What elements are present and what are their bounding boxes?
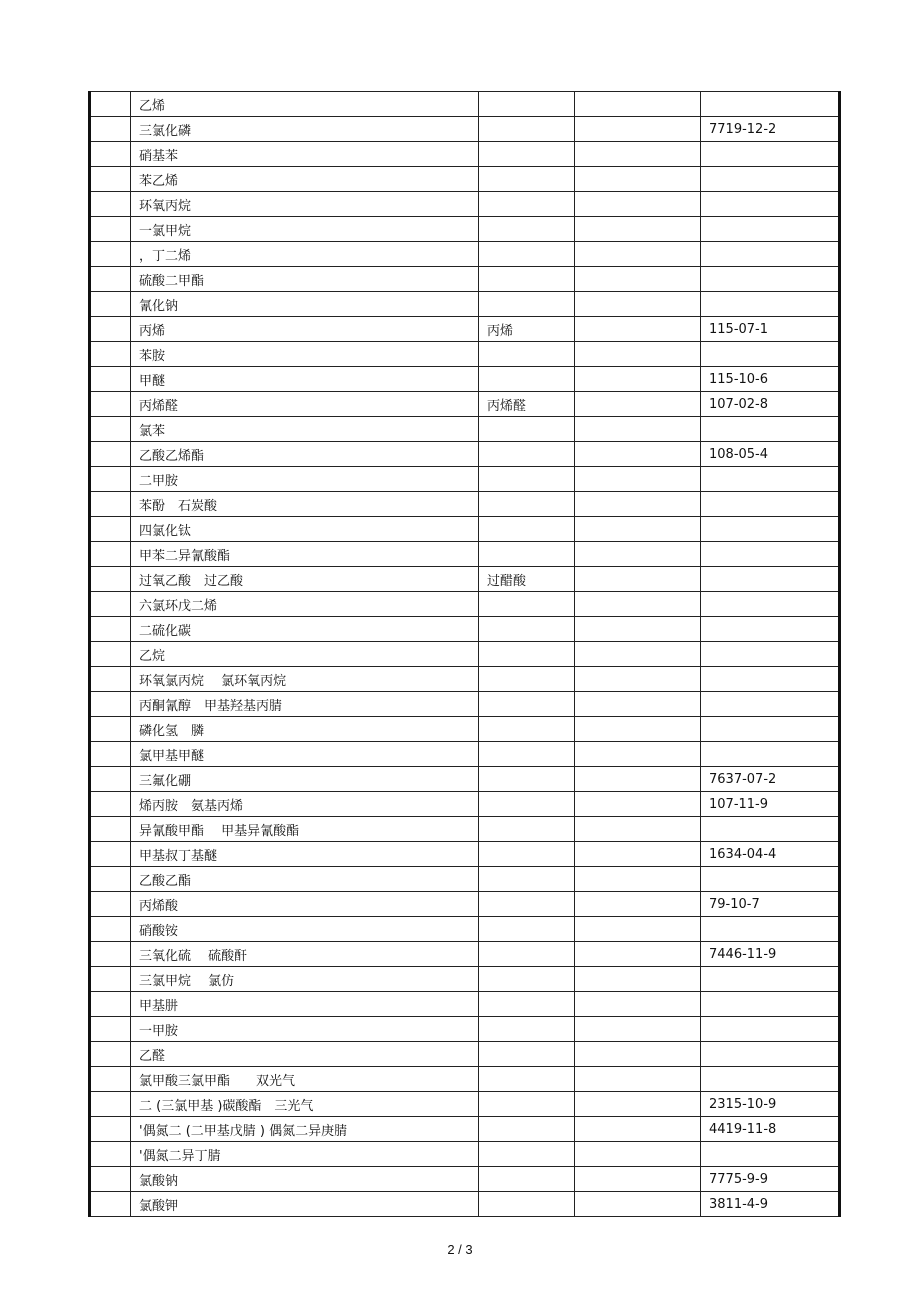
extra-cell bbox=[575, 1142, 701, 1167]
cas-number-cell: 7719-12-2 bbox=[701, 117, 840, 142]
cas-number-cell: 7775-9-9 bbox=[701, 1167, 840, 1192]
table-row bbox=[90, 467, 840, 492]
cas-number-cell bbox=[701, 717, 840, 742]
table-row bbox=[90, 117, 840, 142]
extra-cell bbox=[575, 117, 701, 142]
extra-cell bbox=[575, 617, 701, 642]
alias-cell bbox=[479, 267, 575, 292]
extra-cell bbox=[575, 992, 701, 1017]
table-row bbox=[90, 192, 840, 217]
alias-cell bbox=[479, 417, 575, 442]
extra-cell bbox=[575, 92, 701, 117]
table-row bbox=[90, 1042, 840, 1067]
alias-cell bbox=[479, 867, 575, 892]
alias-cell bbox=[479, 642, 575, 667]
cas-number-cell bbox=[701, 542, 840, 567]
extra-cell bbox=[575, 1117, 701, 1142]
chemical-name-cell: 丙酮氰醇 甲基羟基丙腈 bbox=[131, 692, 479, 717]
alias-cell bbox=[479, 467, 575, 492]
cas-number-cell bbox=[701, 592, 840, 617]
alias-cell bbox=[479, 367, 575, 392]
extra-cell bbox=[575, 1192, 701, 1217]
chemical-name-cell: 甲基肼 bbox=[131, 992, 479, 1017]
alias-cell bbox=[479, 142, 575, 167]
alias-cell bbox=[479, 942, 575, 967]
cas-number-cell bbox=[701, 667, 840, 692]
index-cell bbox=[90, 1092, 131, 1117]
chemical-name-cell: 乙烷 bbox=[131, 642, 479, 667]
table-row bbox=[90, 417, 840, 442]
index-cell bbox=[90, 692, 131, 717]
index-cell bbox=[90, 842, 131, 867]
cas-number-cell bbox=[701, 467, 840, 492]
cas-number-cell bbox=[701, 1142, 840, 1167]
cas-number-cell: 107-02-8 bbox=[701, 392, 840, 417]
cas-number-cell bbox=[701, 517, 840, 542]
index-cell bbox=[90, 492, 131, 517]
chemical-table-body bbox=[90, 92, 840, 1217]
extra-cell bbox=[575, 1067, 701, 1092]
extra-cell bbox=[575, 417, 701, 442]
cas-number-cell bbox=[701, 1017, 840, 1042]
extra-cell bbox=[575, 467, 701, 492]
extra-cell bbox=[575, 367, 701, 392]
cas-number-cell: 4419-11-8 bbox=[701, 1117, 840, 1142]
extra-cell bbox=[575, 642, 701, 667]
alias-cell bbox=[479, 592, 575, 617]
index-cell bbox=[90, 342, 131, 367]
cas-number-cell: 108-05-4 bbox=[701, 442, 840, 467]
chemical-name-cell: 三氯化磷 bbox=[131, 117, 479, 142]
table-row bbox=[90, 542, 840, 567]
chemical-name-cell: 二 (三氯甲基 )碳酸酯 三光气 bbox=[131, 1092, 479, 1117]
cas-number-cell: 79-10-7 bbox=[701, 892, 840, 917]
chemical-name-cell: 甲基叔丁基醚 bbox=[131, 842, 479, 867]
index-cell bbox=[90, 1017, 131, 1042]
alias-cell bbox=[479, 117, 575, 142]
alias-cell bbox=[479, 917, 575, 942]
chemical-name-cell: 苯胺 bbox=[131, 342, 479, 367]
chemical-name-cell: 硝基苯 bbox=[131, 142, 479, 167]
alias-cell bbox=[479, 1017, 575, 1042]
table-row bbox=[90, 592, 840, 617]
index-cell bbox=[90, 1167, 131, 1192]
cas-number-cell bbox=[701, 142, 840, 167]
chemical-name-cell: '偶氮二异丁腈 bbox=[131, 1142, 479, 1167]
alias-cell bbox=[479, 1042, 575, 1067]
chemical-name-cell: 三氟化硼 bbox=[131, 767, 479, 792]
table-row bbox=[90, 267, 840, 292]
index-cell bbox=[90, 467, 131, 492]
index-cell bbox=[90, 917, 131, 942]
chemical-name-cell: 乙醛 bbox=[131, 1042, 479, 1067]
table-row bbox=[90, 692, 840, 717]
alias-cell bbox=[479, 692, 575, 717]
cas-number-cell bbox=[701, 742, 840, 767]
table-row bbox=[90, 167, 840, 192]
index-cell bbox=[90, 1042, 131, 1067]
table-row bbox=[90, 1017, 840, 1042]
table-row bbox=[90, 492, 840, 517]
alias-cell bbox=[479, 167, 575, 192]
extra-cell bbox=[575, 392, 701, 417]
table-row bbox=[90, 292, 840, 317]
extra-cell bbox=[575, 892, 701, 917]
alias-cell bbox=[479, 842, 575, 867]
extra-cell bbox=[575, 1042, 701, 1067]
table-row bbox=[90, 1092, 840, 1117]
alias-cell bbox=[479, 492, 575, 517]
index-cell bbox=[90, 267, 131, 292]
cas-number-cell: 115-10-6 bbox=[701, 367, 840, 392]
index-cell bbox=[90, 92, 131, 117]
extra-cell bbox=[575, 717, 701, 742]
cas-number-cell bbox=[701, 292, 840, 317]
alias-cell bbox=[479, 767, 575, 792]
chemical-name-cell: ，丁二烯 bbox=[131, 242, 479, 267]
table-row bbox=[90, 1167, 840, 1192]
extra-cell bbox=[575, 442, 701, 467]
extra-cell bbox=[575, 692, 701, 717]
index-cell bbox=[90, 1192, 131, 1217]
index-cell bbox=[90, 1117, 131, 1142]
table-row bbox=[90, 842, 840, 867]
chemical-name-cell: 一氯甲烷 bbox=[131, 217, 479, 242]
index-cell bbox=[90, 742, 131, 767]
cas-number-cell bbox=[701, 992, 840, 1017]
extra-cell bbox=[575, 342, 701, 367]
alias-cell bbox=[479, 667, 575, 692]
table-row bbox=[90, 992, 840, 1017]
chemical-name-cell: 丙烯醛 bbox=[131, 392, 479, 417]
alias-cell bbox=[479, 92, 575, 117]
cas-number-cell bbox=[701, 92, 840, 117]
chemical-name-cell: 苯酚 石炭酸 bbox=[131, 492, 479, 517]
chemical-name-cell: 硫酸二甲酯 bbox=[131, 267, 479, 292]
cas-number-cell: 115-07-1 bbox=[701, 317, 840, 342]
alias-cell bbox=[479, 1117, 575, 1142]
table-row bbox=[90, 742, 840, 767]
alias-cell bbox=[479, 817, 575, 842]
alias-cell bbox=[479, 442, 575, 467]
chemical-name-cell: 六氯环戊二烯 bbox=[131, 592, 479, 617]
index-cell bbox=[90, 892, 131, 917]
alias-cell bbox=[479, 242, 575, 267]
table-row bbox=[90, 517, 840, 542]
table-row bbox=[90, 1192, 840, 1217]
alias-cell: 丙烯醛 bbox=[479, 392, 575, 417]
cas-number-cell bbox=[701, 492, 840, 517]
table-row bbox=[90, 242, 840, 267]
alias-cell bbox=[479, 742, 575, 767]
index-cell bbox=[90, 617, 131, 642]
alias-cell bbox=[479, 192, 575, 217]
extra-cell bbox=[575, 942, 701, 967]
table-row bbox=[90, 967, 840, 992]
chemical-name-cell: 氯酸钾 bbox=[131, 1192, 479, 1217]
table-row bbox=[90, 567, 840, 592]
chemical-name-cell: 乙烯 bbox=[131, 92, 479, 117]
cas-number-cell bbox=[701, 817, 840, 842]
table-row bbox=[90, 317, 840, 342]
table-row bbox=[90, 392, 840, 417]
table-row bbox=[90, 617, 840, 642]
cas-number-cell bbox=[701, 642, 840, 667]
chemical-name-cell: 甲醚 bbox=[131, 367, 479, 392]
index-cell bbox=[90, 192, 131, 217]
table-row bbox=[90, 942, 840, 967]
index-cell bbox=[90, 167, 131, 192]
extra-cell bbox=[575, 317, 701, 342]
cas-number-cell: 1634-04-4 bbox=[701, 842, 840, 867]
chemical-name-cell: 三氯甲烷 氯仿 bbox=[131, 967, 479, 992]
index-cell bbox=[90, 292, 131, 317]
extra-cell bbox=[575, 842, 701, 867]
index-cell bbox=[90, 717, 131, 742]
alias-cell bbox=[479, 342, 575, 367]
chemical-name-cell: 苯乙烯 bbox=[131, 167, 479, 192]
alias-cell bbox=[479, 992, 575, 1017]
index-cell bbox=[90, 867, 131, 892]
cas-number-cell bbox=[701, 167, 840, 192]
chemical-name-cell: 环氧氯丙烷 氯环氧丙烷 bbox=[131, 667, 479, 692]
extra-cell bbox=[575, 142, 701, 167]
index-cell bbox=[90, 567, 131, 592]
cas-number-cell: 2315-10-9 bbox=[701, 1092, 840, 1117]
table-row bbox=[90, 892, 840, 917]
extra-cell bbox=[575, 217, 701, 242]
chemical-name-cell: 硝酸铵 bbox=[131, 917, 479, 942]
index-cell bbox=[90, 967, 131, 992]
table-row bbox=[90, 92, 840, 117]
extra-cell bbox=[575, 867, 701, 892]
alias-cell bbox=[479, 1167, 575, 1192]
index-cell bbox=[90, 217, 131, 242]
extra-cell bbox=[575, 1167, 701, 1192]
extra-cell bbox=[575, 192, 701, 217]
chemical-name-cell: 一甲胺 bbox=[131, 1017, 479, 1042]
table-row bbox=[90, 442, 840, 467]
chemical-table bbox=[88, 91, 841, 1217]
alias-cell: 过醋酸 bbox=[479, 567, 575, 592]
chemical-name-cell: 三氧化硫 硫酸酐 bbox=[131, 942, 479, 967]
extra-cell bbox=[575, 592, 701, 617]
index-cell bbox=[90, 592, 131, 617]
chemical-name-cell: 过氧乙酸 过乙酸 bbox=[131, 567, 479, 592]
index-cell bbox=[90, 317, 131, 342]
chemical-name-cell: 乙酸乙烯酯 bbox=[131, 442, 479, 467]
chemical-name-cell: 异氰酸甲酯 甲基异氰酸酯 bbox=[131, 817, 479, 842]
chemical-name-cell: 丙烯 bbox=[131, 317, 479, 342]
index-cell bbox=[90, 992, 131, 1017]
alias-cell bbox=[479, 1067, 575, 1092]
extra-cell bbox=[575, 1017, 701, 1042]
index-cell bbox=[90, 792, 131, 817]
cas-number-cell bbox=[701, 242, 840, 267]
index-cell bbox=[90, 1067, 131, 1092]
cas-number-cell bbox=[701, 192, 840, 217]
cas-number-cell: 107-11-9 bbox=[701, 792, 840, 817]
table-row bbox=[90, 792, 840, 817]
extra-cell bbox=[575, 817, 701, 842]
index-cell bbox=[90, 767, 131, 792]
cas-number-cell bbox=[701, 267, 840, 292]
extra-cell bbox=[575, 492, 701, 517]
table-row bbox=[90, 667, 840, 692]
chemical-name-cell: 氯甲酸三氯甲酯 双光气 bbox=[131, 1067, 479, 1092]
alias-cell bbox=[479, 617, 575, 642]
chemical-name-cell: 二甲胺 bbox=[131, 467, 479, 492]
alias-cell bbox=[479, 292, 575, 317]
alias-cell bbox=[479, 517, 575, 542]
extra-cell bbox=[575, 742, 701, 767]
table-row bbox=[90, 767, 840, 792]
table-row bbox=[90, 342, 840, 367]
table-row bbox=[90, 142, 840, 167]
alias-cell bbox=[479, 1192, 575, 1217]
table-row bbox=[90, 917, 840, 942]
index-cell bbox=[90, 542, 131, 567]
extra-cell bbox=[575, 267, 701, 292]
cas-number-cell bbox=[701, 567, 840, 592]
extra-cell bbox=[575, 667, 701, 692]
alias-cell bbox=[479, 542, 575, 567]
index-cell bbox=[90, 117, 131, 142]
extra-cell bbox=[575, 767, 701, 792]
chemical-name-cell: 乙酸乙酯 bbox=[131, 867, 479, 892]
cas-number-cell bbox=[701, 1042, 840, 1067]
chemical-name-cell: 氰化钠 bbox=[131, 292, 479, 317]
extra-cell bbox=[575, 567, 701, 592]
chemical-name-cell: 氯苯 bbox=[131, 417, 479, 442]
extra-cell bbox=[575, 917, 701, 942]
alias-cell bbox=[479, 1142, 575, 1167]
extra-cell bbox=[575, 292, 701, 317]
index-cell bbox=[90, 417, 131, 442]
table-row bbox=[90, 1142, 840, 1167]
extra-cell bbox=[575, 167, 701, 192]
index-cell bbox=[90, 367, 131, 392]
chemical-name-cell: '偶氮二 (二甲基戊腈 ) 偶氮二异庚腈 bbox=[131, 1117, 479, 1142]
extra-cell bbox=[575, 792, 701, 817]
index-cell bbox=[90, 1142, 131, 1167]
table-row bbox=[90, 642, 840, 667]
table-row bbox=[90, 717, 840, 742]
cas-number-cell bbox=[701, 967, 840, 992]
chemical-name-cell: 二硫化碳 bbox=[131, 617, 479, 642]
index-cell bbox=[90, 642, 131, 667]
alias-cell bbox=[479, 967, 575, 992]
alias-cell bbox=[479, 217, 575, 242]
index-cell bbox=[90, 667, 131, 692]
table-row bbox=[90, 817, 840, 842]
index-cell bbox=[90, 242, 131, 267]
index-cell bbox=[90, 942, 131, 967]
chemical-name-cell: 丙烯酸 bbox=[131, 892, 479, 917]
cas-number-cell bbox=[701, 917, 840, 942]
cas-number-cell bbox=[701, 342, 840, 367]
cas-number-cell: 7446-11-9 bbox=[701, 942, 840, 967]
table-row bbox=[90, 367, 840, 392]
extra-cell bbox=[575, 517, 701, 542]
cas-number-cell bbox=[701, 692, 840, 717]
cas-number-cell bbox=[701, 417, 840, 442]
extra-cell bbox=[575, 542, 701, 567]
cas-number-cell: 7637-07-2 bbox=[701, 767, 840, 792]
table-row bbox=[90, 1067, 840, 1092]
chemical-name-cell: 烯丙胺 氨基丙烯 bbox=[131, 792, 479, 817]
cas-number-cell bbox=[701, 617, 840, 642]
index-cell bbox=[90, 142, 131, 167]
chemical-name-cell: 氯酸钠 bbox=[131, 1167, 479, 1192]
chemical-name-cell: 环氧丙烷 bbox=[131, 192, 479, 217]
page-number: 2 / 3 bbox=[447, 1242, 473, 1257]
chemical-name-cell: 氯甲基甲醚 bbox=[131, 742, 479, 767]
index-cell bbox=[90, 817, 131, 842]
index-cell bbox=[90, 517, 131, 542]
alias-cell bbox=[479, 1092, 575, 1117]
extra-cell bbox=[575, 242, 701, 267]
table-row bbox=[90, 217, 840, 242]
cas-number-cell: 3811-4-9 bbox=[701, 1192, 840, 1217]
chemical-name-cell: 磷化氢 膦 bbox=[131, 717, 479, 742]
alias-cell: 丙烯 bbox=[479, 317, 575, 342]
table-row bbox=[90, 1117, 840, 1142]
cas-number-cell bbox=[701, 217, 840, 242]
cas-number-cell bbox=[701, 1067, 840, 1092]
extra-cell bbox=[575, 967, 701, 992]
table-row bbox=[90, 867, 840, 892]
chemical-name-cell: 甲苯二异氰酸酯 bbox=[131, 542, 479, 567]
chemical-name-cell: 四氯化钛 bbox=[131, 517, 479, 542]
extra-cell bbox=[575, 1092, 701, 1117]
alias-cell bbox=[479, 892, 575, 917]
index-cell bbox=[90, 392, 131, 417]
alias-cell bbox=[479, 792, 575, 817]
cas-number-cell bbox=[701, 867, 840, 892]
alias-cell bbox=[479, 717, 575, 742]
index-cell bbox=[90, 442, 131, 467]
